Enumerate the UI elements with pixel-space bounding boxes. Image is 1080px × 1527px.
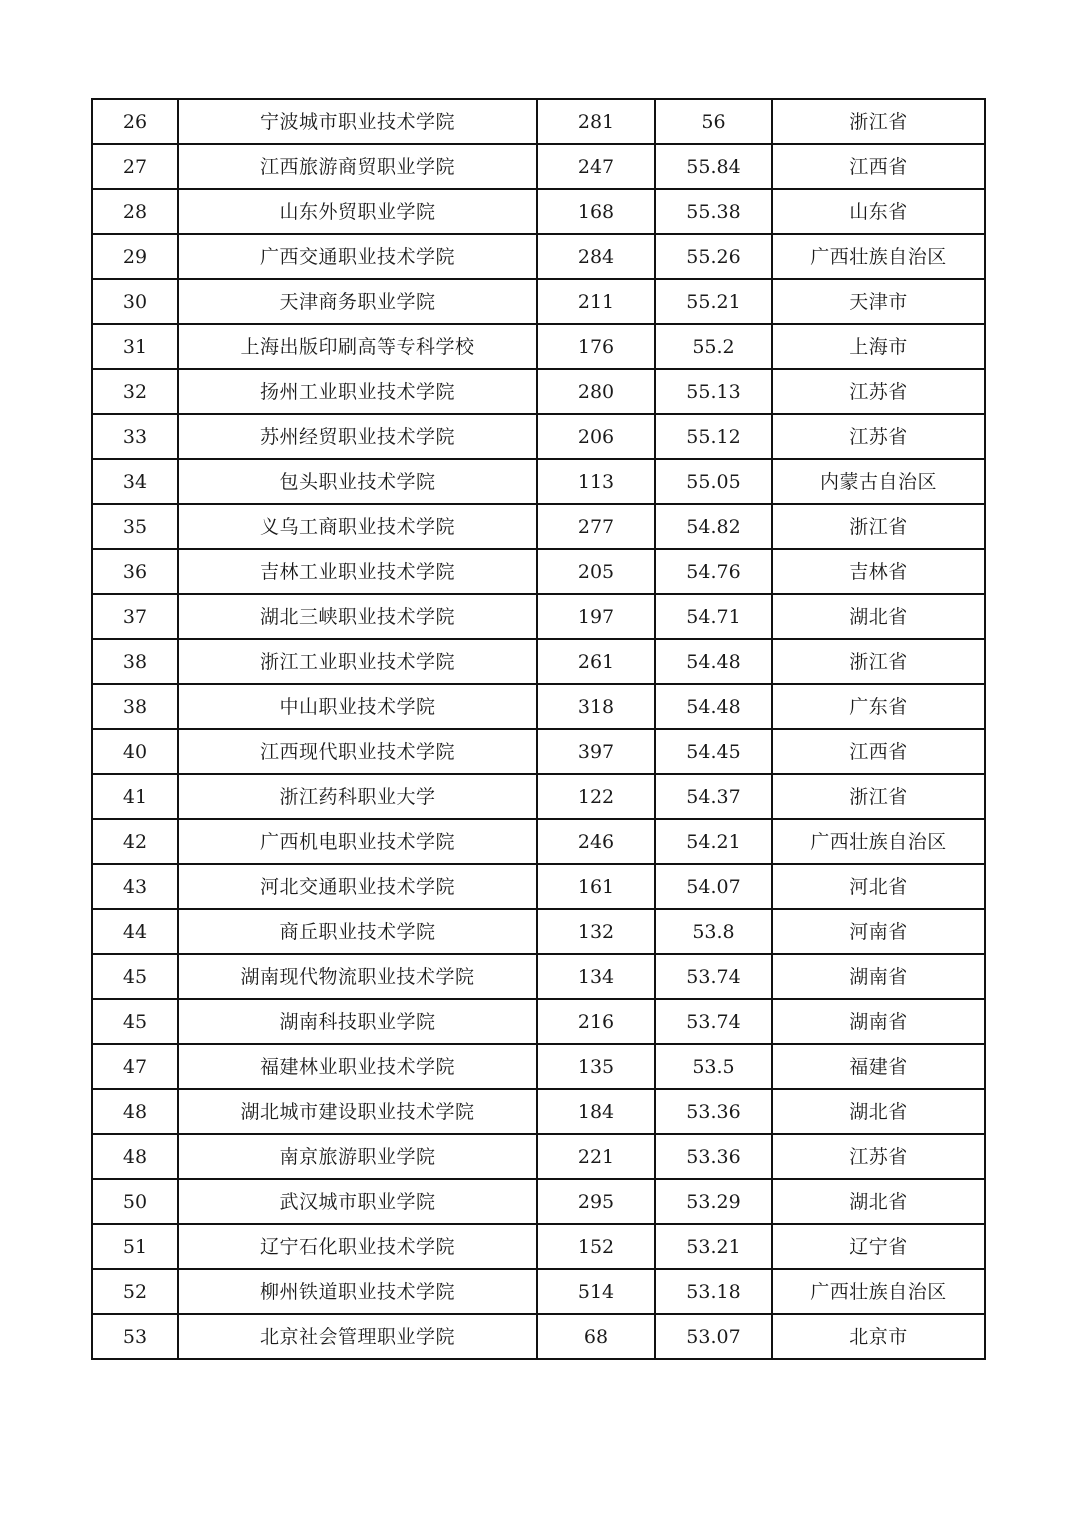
institution-name-cell: 辽宁石化职业技术学院 [178, 1224, 537, 1269]
score-cell: 54.82 [655, 504, 772, 549]
rank-cell: 48 [92, 1134, 178, 1179]
region-cell: 山东省 [772, 189, 985, 234]
region-cell: 内蒙古自治区 [772, 459, 985, 504]
table-row [92, 549, 985, 594]
score-cell: 53.5 [655, 1044, 772, 1089]
score-cell: 53.8 [655, 909, 772, 954]
region-cell: 江苏省 [772, 1134, 985, 1179]
table-row [92, 369, 985, 414]
score-cell: 54.76 [655, 549, 772, 594]
score-cell: 54.37 [655, 774, 772, 819]
table-row [92, 99, 985, 144]
institution-name-cell: 扬州工业职业技术学院 [178, 369, 537, 414]
score-cell: 54.45 [655, 729, 772, 774]
region-cell: 上海市 [772, 324, 985, 369]
rank-cell: 48 [92, 1089, 178, 1134]
count-cell: 134 [537, 954, 655, 999]
rank-cell: 30 [92, 279, 178, 324]
table-row [92, 639, 985, 684]
rank-cell: 43 [92, 864, 178, 909]
rank-cell: 35 [92, 504, 178, 549]
count-cell: 113 [537, 459, 655, 504]
institution-name-cell: 柳州铁道职业技术学院 [178, 1269, 537, 1314]
score-cell: 55.38 [655, 189, 772, 234]
institution-name-cell: 苏州经贸职业技术学院 [178, 414, 537, 459]
region-cell: 福建省 [772, 1044, 985, 1089]
table-row [92, 594, 985, 639]
rank-cell: 36 [92, 549, 178, 594]
region-cell: 浙江省 [772, 99, 985, 144]
table-row [92, 864, 985, 909]
count-cell: 68 [537, 1314, 655, 1359]
region-cell: 江苏省 [772, 369, 985, 414]
region-cell: 江苏省 [772, 414, 985, 459]
rank-cell: 51 [92, 1224, 178, 1269]
score-cell: 54.21 [655, 819, 772, 864]
institution-name-cell: 天津商务职业学院 [178, 279, 537, 324]
score-cell: 53.29 [655, 1179, 772, 1224]
region-cell: 吉林省 [772, 549, 985, 594]
rank-cell: 31 [92, 324, 178, 369]
region-cell: 江西省 [772, 144, 985, 189]
region-cell: 河北省 [772, 864, 985, 909]
region-cell: 湖北省 [772, 1179, 985, 1224]
table-row [92, 1044, 985, 1089]
count-cell: 284 [537, 234, 655, 279]
score-cell: 54.48 [655, 639, 772, 684]
rank-cell: 33 [92, 414, 178, 459]
score-cell: 53.21 [655, 1224, 772, 1269]
rank-cell: 28 [92, 189, 178, 234]
institution-name-cell: 浙江药科职业大学 [178, 774, 537, 819]
table-row [92, 414, 985, 459]
institution-name-cell: 南京旅游职业学院 [178, 1134, 537, 1179]
count-cell: 318 [537, 684, 655, 729]
institution-name-cell: 北京社会管理职业学院 [178, 1314, 537, 1359]
table-row [92, 774, 985, 819]
institution-name-cell: 江西现代职业技术学院 [178, 729, 537, 774]
score-cell: 55.05 [655, 459, 772, 504]
institution-name-cell: 商丘职业技术学院 [178, 909, 537, 954]
institution-name-cell: 包头职业技术学院 [178, 459, 537, 504]
score-cell: 53.74 [655, 954, 772, 999]
region-cell: 浙江省 [772, 639, 985, 684]
count-cell: 122 [537, 774, 655, 819]
region-cell: 广东省 [772, 684, 985, 729]
table-row [92, 1089, 985, 1134]
table-row [92, 459, 985, 504]
region-cell: 湖南省 [772, 999, 985, 1044]
table-row [92, 279, 985, 324]
count-cell: 197 [537, 594, 655, 639]
table-row [92, 729, 985, 774]
institution-name-cell: 福建林业职业技术学院 [178, 1044, 537, 1089]
rank-cell: 38 [92, 639, 178, 684]
rank-cell: 45 [92, 954, 178, 999]
region-cell: 天津市 [772, 279, 985, 324]
score-cell: 55.26 [655, 234, 772, 279]
table-row [92, 1179, 985, 1224]
region-cell: 北京市 [772, 1314, 985, 1359]
score-cell: 53.07 [655, 1314, 772, 1359]
rank-cell: 29 [92, 234, 178, 279]
institution-name-cell: 江西旅游商贸职业学院 [178, 144, 537, 189]
rank-cell: 52 [92, 1269, 178, 1314]
count-cell: 132 [537, 909, 655, 954]
institution-name-cell: 湖南现代物流职业技术学院 [178, 954, 537, 999]
institution-name-cell: 吉林工业职业技术学院 [178, 549, 537, 594]
rank-cell: 40 [92, 729, 178, 774]
table-row [92, 954, 985, 999]
count-cell: 206 [537, 414, 655, 459]
table-row [92, 234, 985, 279]
count-cell: 184 [537, 1089, 655, 1134]
score-cell: 53.74 [655, 999, 772, 1044]
table-row [92, 999, 985, 1044]
region-cell: 江西省 [772, 729, 985, 774]
region-cell: 广西壮族自治区 [772, 1269, 985, 1314]
count-cell: 281 [537, 99, 655, 144]
count-cell: 221 [537, 1134, 655, 1179]
count-cell: 205 [537, 549, 655, 594]
table-row [92, 1269, 985, 1314]
region-cell: 辽宁省 [772, 1224, 985, 1269]
count-cell: 135 [537, 1044, 655, 1089]
institution-name-cell: 河北交通职业技术学院 [178, 864, 537, 909]
count-cell: 247 [537, 144, 655, 189]
table-row [92, 504, 985, 549]
rank-cell: 41 [92, 774, 178, 819]
ranking-table-container [91, 98, 984, 1360]
region-cell: 浙江省 [772, 504, 985, 549]
score-cell: 55.13 [655, 369, 772, 414]
count-cell: 168 [537, 189, 655, 234]
score-cell: 55.12 [655, 414, 772, 459]
rank-cell: 44 [92, 909, 178, 954]
institution-name-cell: 浙江工业职业技术学院 [178, 639, 537, 684]
region-cell: 浙江省 [772, 774, 985, 819]
institution-name-cell: 义乌工商职业技术学院 [178, 504, 537, 549]
region-cell: 广西壮族自治区 [772, 819, 985, 864]
table-row [92, 909, 985, 954]
rank-cell: 34 [92, 459, 178, 504]
table-row [92, 1134, 985, 1179]
score-cell: 55.21 [655, 279, 772, 324]
score-cell: 53.36 [655, 1089, 772, 1134]
count-cell: 161 [537, 864, 655, 909]
institution-name-cell: 湖北三峡职业技术学院 [178, 594, 537, 639]
count-cell: 261 [537, 639, 655, 684]
table-row [92, 144, 985, 189]
count-cell: 277 [537, 504, 655, 549]
institution-name-cell: 湖北城市建设职业技术学院 [178, 1089, 537, 1134]
count-cell: 514 [537, 1269, 655, 1314]
count-cell: 152 [537, 1224, 655, 1269]
table-row [92, 1314, 985, 1359]
score-cell: 56 [655, 99, 772, 144]
institution-name-cell: 湖南科技职业学院 [178, 999, 537, 1044]
count-cell: 397 [537, 729, 655, 774]
rank-cell: 32 [92, 369, 178, 414]
rank-cell: 37 [92, 594, 178, 639]
score-cell: 53.18 [655, 1269, 772, 1314]
institution-name-cell: 山东外贸职业学院 [178, 189, 537, 234]
score-cell: 55.2 [655, 324, 772, 369]
score-cell: 54.07 [655, 864, 772, 909]
region-cell: 河南省 [772, 909, 985, 954]
rank-cell: 45 [92, 999, 178, 1044]
score-cell: 55.84 [655, 144, 772, 189]
region-cell: 湖北省 [772, 594, 985, 639]
score-cell: 54.48 [655, 684, 772, 729]
score-cell: 54.71 [655, 594, 772, 639]
rank-cell: 47 [92, 1044, 178, 1089]
count-cell: 246 [537, 819, 655, 864]
institution-name-cell: 广西机电职业技术学院 [178, 819, 537, 864]
ranking-table [91, 98, 986, 1360]
institution-name-cell: 中山职业技术学院 [178, 684, 537, 729]
region-cell: 广西壮族自治区 [772, 234, 985, 279]
region-cell: 湖南省 [772, 954, 985, 999]
count-cell: 216 [537, 999, 655, 1044]
table-row [92, 324, 985, 369]
count-cell: 295 [537, 1179, 655, 1224]
ranking-table-body [92, 99, 985, 1359]
region-cell: 湖北省 [772, 1089, 985, 1134]
rank-cell: 50 [92, 1179, 178, 1224]
rank-cell: 27 [92, 144, 178, 189]
institution-name-cell: 武汉城市职业学院 [178, 1179, 537, 1224]
table-row [92, 1224, 985, 1269]
table-row [92, 684, 985, 729]
count-cell: 176 [537, 324, 655, 369]
rank-cell: 38 [92, 684, 178, 729]
table-row [92, 819, 985, 864]
rank-cell: 42 [92, 819, 178, 864]
institution-name-cell: 宁波城市职业技术学院 [178, 99, 537, 144]
rank-cell: 26 [92, 99, 178, 144]
table-row [92, 189, 985, 234]
rank-cell: 53 [92, 1314, 178, 1359]
institution-name-cell: 上海出版印刷高等专科学校 [178, 324, 537, 369]
score-cell: 53.36 [655, 1134, 772, 1179]
count-cell: 211 [537, 279, 655, 324]
count-cell: 280 [537, 369, 655, 414]
institution-name-cell: 广西交通职业技术学院 [178, 234, 537, 279]
